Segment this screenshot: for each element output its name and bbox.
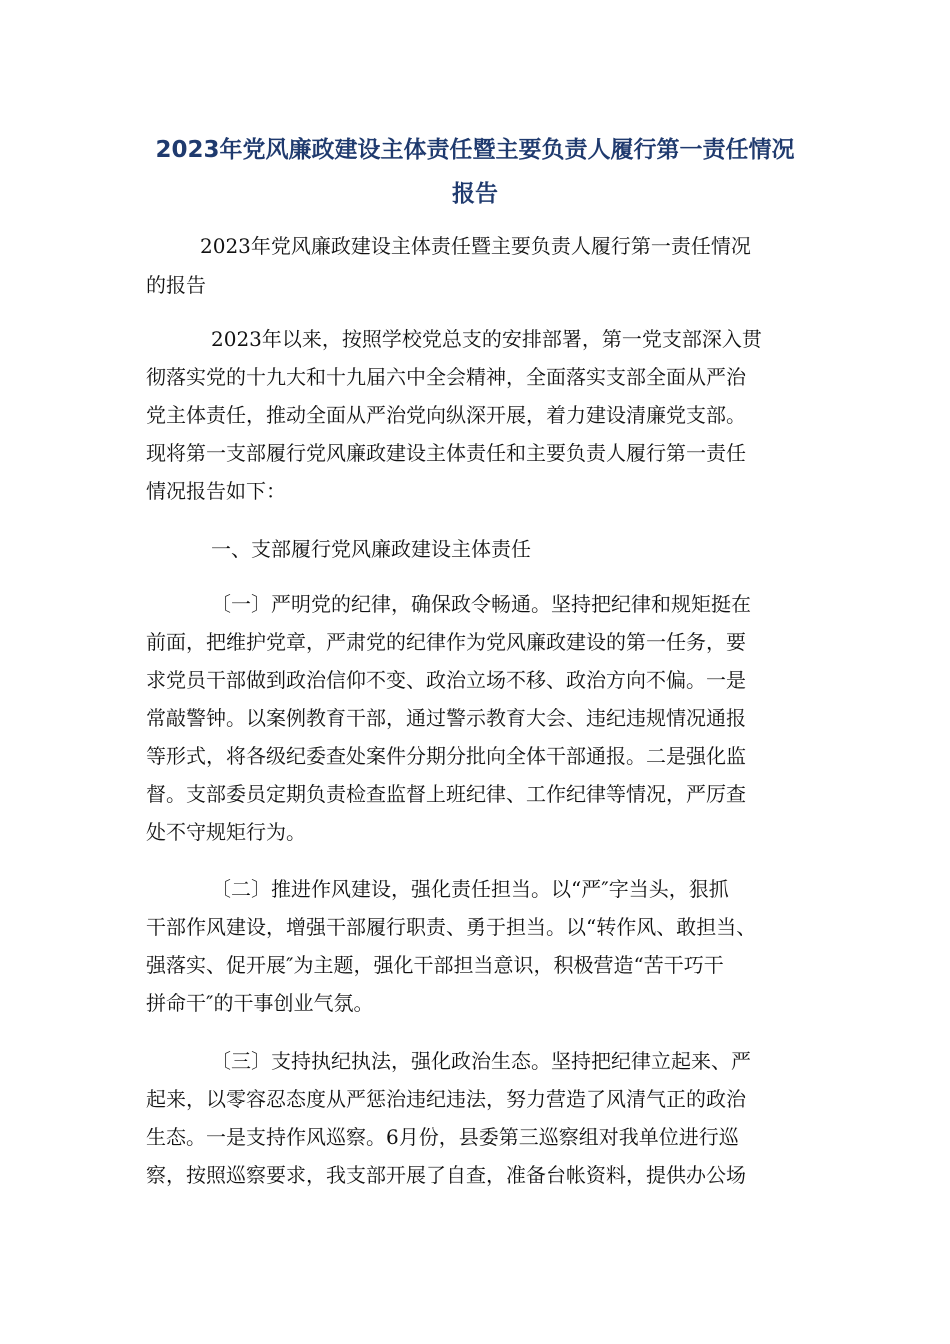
subtitle-line-2: 的报告	[146, 273, 206, 297]
item-2-line-3: 强落实、促开展″为主题，强化干部担当意识，积极营造“苦干巧干	[146, 953, 724, 977]
document-title-line-2: 报告	[452, 181, 498, 207]
item-3-line-4: 察，按照巡察要求，我支部开展了自查，准备台帐资料，提供办公场	[146, 1163, 746, 1187]
item-3-line-1: 〔三〕支持执纪执法，强化政治生态。坚持把纪律立起来、严	[211, 1049, 751, 1073]
item-1-line-4: 常敲警钟。以案例教育干部，通过警示教育大会、违纪违规情况通报	[146, 706, 746, 730]
item-1-line-7: 处不守规矩行为。	[146, 820, 306, 844]
item-2-line-1: 〔二〕推进作风建设，强化责任担当。以“严″字当头，狠抓	[211, 877, 729, 901]
item-1-line-6: 督。支部委员定期负责检查监督上班纪律、工作纪律等情况，严厉查	[146, 782, 746, 806]
document-title-line-1: 2023年党风廉政建设主体责任暨主要负责人履行第一责任情况	[155, 137, 795, 163]
intro-line-2: 彻落实党的十九大和十九届六中全会精神，全面落实支部全面从严治	[146, 365, 746, 389]
item-2-line-2: 干部作风建设，增强干部履行职责、勇于担当。以“转作风、敢担当、	[146, 915, 757, 939]
item-2-line-4: 拼命干″的干事创业气氛。	[146, 991, 374, 1015]
subtitle-line-1: 2023年党风廉政建设主体责任暨主要负责人履行第一责任情况	[200, 234, 751, 258]
item-3-line-3: 生态。一是支持作风巡察。6月份，县委第三巡察组对我单位进行巡	[146, 1125, 739, 1149]
item-1-line-2: 前面，把维护党章，严肃党的纪律作为党风廉政建设的第一任务，要	[146, 630, 746, 654]
section-1-heading: 一、支部履行党风廉政建设主体责任	[211, 537, 531, 561]
intro-line-5: 情况报告如下：	[146, 479, 286, 503]
item-1-line-1: 〔一〕严明党的纪律，确保政令畅通。坚持把纪律和规矩挺在	[211, 592, 751, 616]
intro-line-1: 2023年以来，按照学校党总支的安排部署，第一党支部深入贯	[211, 327, 762, 351]
item-1-line-5: 等形式，将各级纪委查处案件分期分批向全体干部通报。二是强化监	[146, 744, 746, 768]
intro-line-4: 现将第一支部履行党风廉政建设主体责任和主要负责人履行第一责任	[146, 441, 746, 465]
item-3-line-2: 起来，以零容忍态度从严惩治违纪违法，努力营造了风清气正的政治	[146, 1087, 746, 1111]
item-1-line-3: 求党员干部做到政治信仰不变、政治立场不移、政治方向不偏。一是	[146, 668, 746, 692]
intro-line-3: 党主体责任，推动全面从严治党向纵深开展，着力建设清廉党支部。	[146, 403, 746, 427]
